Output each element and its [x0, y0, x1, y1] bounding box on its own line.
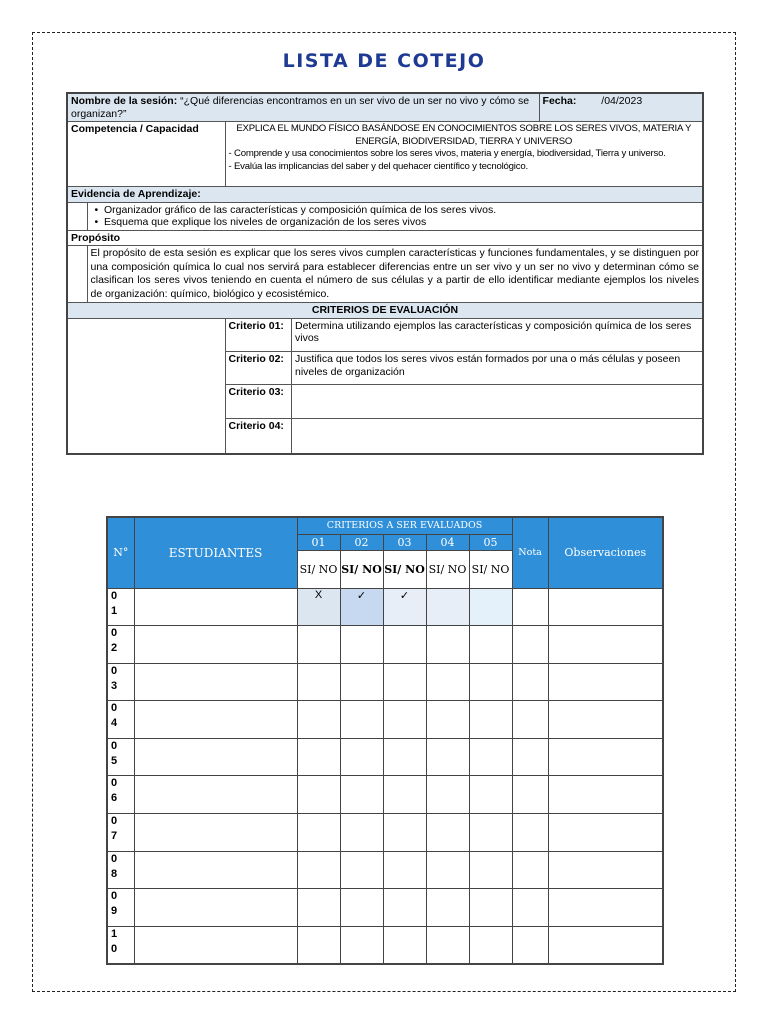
date-value: /04/2023: [601, 95, 643, 107]
student-rows: [107, 588, 663, 964]
row-number-digit: 0: [111, 702, 118, 715]
criterio-text: [292, 419, 703, 453]
criteria-mark-cell[interactable]: [426, 701, 469, 739]
criteria-mark-cell[interactable]: [297, 701, 340, 739]
row-number-digit: 9: [111, 905, 118, 918]
row-number: [107, 626, 134, 664]
nota-cell[interactable]: [512, 663, 548, 701]
evidencia-content: [87, 202, 703, 230]
sino-label: SI/ NO: [297, 550, 340, 588]
criteria-mark-cell[interactable]: [297, 776, 340, 814]
criteria-mark-cell[interactable]: [469, 588, 512, 626]
row-number-digit: 3: [111, 679, 118, 692]
nota-header: Nota: [512, 517, 548, 588]
criteria-mark-cell[interactable]: [297, 588, 340, 626]
row-number-digit: 5: [111, 754, 118, 767]
criteria-mark-cell[interactable]: [297, 626, 340, 664]
row-number: [107, 776, 134, 814]
table-row: [107, 588, 663, 626]
criteria-mark-cell[interactable]: [297, 889, 340, 927]
criteria-mark-cell[interactable]: [469, 889, 512, 927]
criteria-mark-cell[interactable]: [383, 588, 426, 626]
observaciones-cell[interactable]: [548, 889, 663, 927]
nota-cell[interactable]: [512, 926, 548, 964]
criteria-mark-cell[interactable]: [340, 851, 383, 889]
criterios-header: CRITERIOS DE EVALUACIÓN: [67, 303, 703, 319]
criteria-mark-cell[interactable]: [383, 776, 426, 814]
criteria-mark-cell[interactable]: [469, 663, 512, 701]
student-name-cell[interactable]: [134, 814, 297, 852]
nota-cell[interactable]: [512, 776, 548, 814]
table-row: [107, 926, 663, 964]
criterio-label: Criterio 01:: [226, 319, 292, 352]
criteria-mark-cell[interactable]: [426, 663, 469, 701]
criteria-mark-cell[interactable]: [383, 814, 426, 852]
nota-cell[interactable]: [512, 889, 548, 927]
student-name-cell[interactable]: [134, 588, 297, 626]
row-number-digit: 6: [111, 792, 118, 805]
observaciones-cell[interactable]: [548, 814, 663, 852]
student-name-cell[interactable]: [134, 626, 297, 664]
nota-cell[interactable]: [512, 588, 548, 626]
criteria-number: 04: [426, 534, 469, 550]
criterio-text: Justifica que todos los seres vivos están formados por una o más células y poseen niveles de organización: [292, 352, 703, 385]
row-number-digit: 4: [111, 717, 118, 730]
row-number: [107, 701, 134, 739]
row-number: [107, 889, 134, 927]
criteria-mark-cell[interactable]: [383, 701, 426, 739]
proposito-label: Propósito: [67, 230, 703, 246]
sino-label: SI/ NO: [469, 550, 512, 588]
criteria-mark-cell[interactable]: [469, 738, 512, 776]
student-name-cell[interactable]: [134, 851, 297, 889]
criteria-mark-cell[interactable]: [297, 663, 340, 701]
criteria-mark-cell[interactable]: [297, 738, 340, 776]
evidencia-item: • Esquema que explique los niveles de organización de los seres vivos: [91, 216, 700, 229]
table-row: [107, 889, 663, 927]
students-table: [106, 516, 664, 965]
criteria-mark-cell[interactable]: [383, 663, 426, 701]
proposito-spacer: [67, 246, 87, 303]
mark-value: ✓: [399, 589, 410, 602]
row-number-digit: 0: [111, 664, 118, 677]
criteria-number: 03: [383, 534, 426, 550]
criteria-number: 05: [469, 534, 512, 550]
row-number: [107, 588, 134, 626]
table-row: [107, 851, 663, 889]
criteria-mark-cell[interactable]: [426, 626, 469, 664]
observaciones-cell[interactable]: [548, 851, 663, 889]
row-number: [107, 814, 134, 852]
criteria-number: 02: [340, 534, 383, 550]
session-date-cell: [539, 93, 703, 122]
criteria-mark-cell[interactable]: [340, 889, 383, 927]
page-title: LISTA DE COTEJO: [282, 50, 486, 72]
student-name-cell[interactable]: [134, 889, 297, 927]
criteria-mark-cell[interactable]: [340, 701, 383, 739]
observaciones-cell[interactable]: [548, 663, 663, 701]
observaciones-cell[interactable]: [548, 588, 663, 626]
criterio-label: Criterio 02:: [226, 352, 292, 385]
table-row: [107, 738, 663, 776]
student-name-cell[interactable]: [134, 776, 297, 814]
table-row: [107, 663, 663, 701]
date-label: Fecha:: [542, 95, 577, 107]
criteria-mark-cell[interactable]: [340, 814, 383, 852]
criteria-mark-cell[interactable]: [469, 776, 512, 814]
student-name-cell[interactable]: [134, 663, 297, 701]
evidencia-spacer: [67, 202, 87, 230]
observaciones-cell[interactable]: [548, 776, 663, 814]
criteria-mark-cell[interactable]: [426, 776, 469, 814]
student-name-cell[interactable]: [134, 738, 297, 776]
row-number-digit: 8: [111, 867, 118, 880]
criteria-mark-cell[interactable]: [340, 663, 383, 701]
students-header: ESTUDIANTES: [134, 517, 297, 588]
table-row: [107, 776, 663, 814]
nota-cell[interactable]: [512, 626, 548, 664]
criteria-mark-cell[interactable]: [340, 926, 383, 964]
criteria-mark-cell[interactable]: [426, 814, 469, 852]
table-row: [107, 626, 663, 664]
nota-cell[interactable]: [512, 738, 548, 776]
competencia-item: - Comprende y usa conocimientos sobre los seres vivos, materia y energía, biodiversidad, Tierra y universo.: [228, 148, 666, 159]
row-number-digit: 0: [111, 942, 118, 955]
criteria-mark-cell[interactable]: [383, 926, 426, 964]
criteria-mark-cell[interactable]: [297, 926, 340, 964]
student-name-cell[interactable]: [134, 926, 297, 964]
criterio-text: Determina utilizando ejemplos las características y composición química de los seres vivos: [292, 319, 703, 352]
sino-label: SI/ NO: [340, 550, 383, 588]
criteria-mark-cell[interactable]: [383, 889, 426, 927]
row-number-digit: 0: [111, 777, 118, 790]
competencia-content: [225, 122, 703, 187]
criterios-list: [225, 318, 703, 454]
criteria-mark-cell[interactable]: [340, 588, 383, 626]
criteria-mark-cell[interactable]: [383, 738, 426, 776]
sino-label: SI/ NO: [426, 550, 469, 588]
row-number-digit: 1: [111, 927, 118, 940]
criteria-mark-cell[interactable]: [340, 626, 383, 664]
num-header: N°: [107, 517, 134, 588]
student-name-cell[interactable]: [134, 701, 297, 739]
criteria-mark-cell[interactable]: [340, 776, 383, 814]
criteria-mark-cell[interactable]: [469, 851, 512, 889]
criterios-blank: [67, 318, 225, 454]
table-row: [107, 814, 663, 852]
session-name-cell: [67, 93, 539, 122]
session-name-value: “¿Qué diferencias encontramos en un ser vivo de un ser no vivo y cómo se organizan?”: [71, 95, 530, 120]
session-name-label: Nombre de la sesión:: [71, 95, 178, 107]
row-number-digit: 0: [111, 815, 118, 828]
row-number-digit: 2: [111, 642, 118, 655]
criteria-header: CRITERIOS A SER EVALUADOS: [297, 517, 512, 534]
criteria-mark-cell[interactable]: [426, 588, 469, 626]
mark-value: X: [314, 588, 323, 601]
mark-value: ✓: [356, 589, 367, 602]
observaciones-cell[interactable]: [548, 738, 663, 776]
evidencia-item: • Organizador gráfico de las características y composición química de los seres vivos.: [91, 204, 700, 217]
criteria-number: 01: [297, 534, 340, 550]
row-number-digit: 0: [111, 589, 118, 602]
observaciones-cell[interactable]: [548, 701, 663, 739]
row-number-digit: 0: [111, 739, 118, 752]
row-number: [107, 738, 134, 776]
row-number: [107, 851, 134, 889]
criteria-mark-cell[interactable]: [383, 851, 426, 889]
criterio-label: Criterio 04:: [226, 419, 292, 453]
nota-cell[interactable]: [512, 701, 548, 739]
criteria-mark-cell[interactable]: [469, 701, 512, 739]
competencia-label: Competencia / Capacidad: [67, 122, 225, 187]
evidencia-label: Evidencia de Aprendizaje:: [67, 187, 703, 203]
nota-cell[interactable]: [512, 814, 548, 852]
observaciones-cell[interactable]: [548, 926, 663, 964]
table-row: [107, 701, 663, 739]
observaciones-cell[interactable]: [548, 626, 663, 664]
criteria-mark-cell[interactable]: [426, 926, 469, 964]
criteria-mark-cell[interactable]: [469, 926, 512, 964]
nota-cell[interactable]: [512, 851, 548, 889]
row-number-digit: 1: [111, 604, 118, 617]
criterio-text: [292, 385, 703, 419]
row-number-digit: 0: [111, 627, 118, 640]
criteria-mark-cell[interactable]: [383, 626, 426, 664]
competencia-item: - Evalúa las implicancias del saber y del quehacer científico y tecnológico.: [228, 160, 528, 172]
sino-label: SI/ NO: [383, 550, 426, 588]
row-number-digit: 7: [111, 830, 118, 843]
criteria-mark-cell[interactable]: [297, 814, 340, 852]
criteria-mark-cell[interactable]: [426, 851, 469, 889]
criterio-label: Criterio 03:: [226, 385, 292, 419]
row-number-digit: 0: [111, 852, 118, 865]
proposito-text: El propósito de esta sesión es explicar que los seres vivos cumplen características y funciones fundamentales, y se distinguen por una composición química lo cual nos servirá para establecer diferencias entre un ser vivo y un ser no vivo y determinan cómo se clasifican los seres vivos teniendo en cuenta el número de sus células y a partir de ello identificar mediante ejemplos los niveles de organización: químico, biológico y ecosistémico.: [87, 246, 703, 303]
row-number: [107, 663, 134, 701]
row-number-digit: 0: [111, 890, 118, 903]
observaciones-header: Observaciones: [548, 517, 663, 588]
session-info-table: [66, 92, 704, 455]
criteria-mark-cell[interactable]: [469, 626, 512, 664]
criteria-mark-cell[interactable]: [297, 851, 340, 889]
criteria-mark-cell[interactable]: [426, 889, 469, 927]
criteria-mark-cell[interactable]: [426, 738, 469, 776]
criteria-mark-cell[interactable]: [469, 814, 512, 852]
row-number: [107, 926, 134, 964]
criteria-mark-cell[interactable]: [340, 738, 383, 776]
competencia-title: EXPLICA EL MUNDO FÍSICO BASÁNDOSE EN CONOCIMIENTOS SOBRE LOS SERES VIVOS, MATERIA Y ENERGÍA, BIODIVERSIDAD, TIERRA Y UNIVERSO: [236, 123, 692, 147]
